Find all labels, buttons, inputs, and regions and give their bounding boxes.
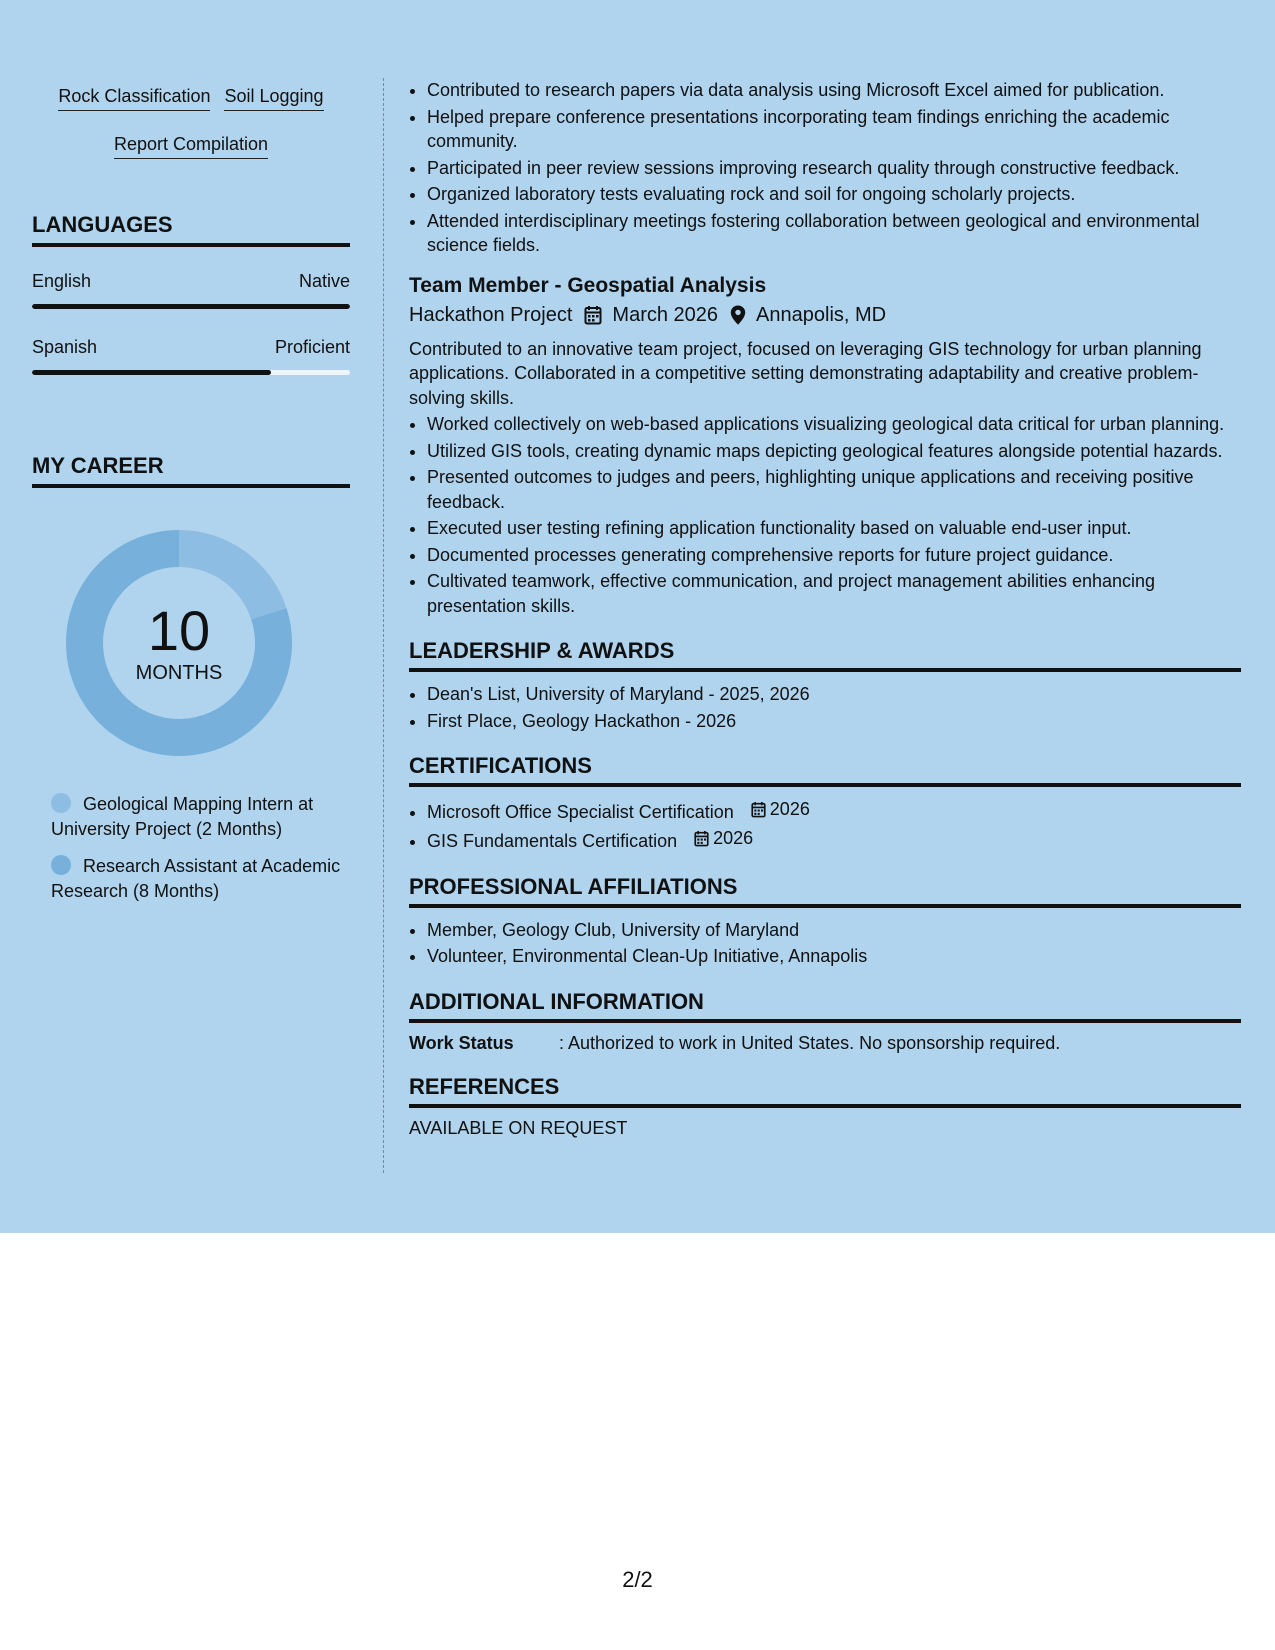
list-item: • Executed user testing refining application functionality based on valuable end-user input. — [427, 516, 1241, 541]
language-bar — [32, 304, 350, 309]
skill-tag: Soil Logging — [224, 84, 323, 111]
cert-name: GIS Fundamentals Certification — [427, 831, 678, 851]
career-legend — [51, 792, 350, 904]
language-name: Spanish — [32, 337, 98, 357]
previous-job-bullets — [409, 78, 1241, 258]
list-item: • First Place, Geology Hackathon - 2026 — [427, 709, 1241, 734]
list-item: • Member, Geology Club, University of Maryland — [427, 918, 1241, 943]
affiliations-list — [409, 918, 1241, 969]
language-level: Native — [298, 271, 350, 291]
job-date: March 2026 — [612, 303, 719, 326]
calendar-icon — [584, 305, 602, 325]
additional-section — [409, 989, 1241, 1054]
cert-name: Microsoft Office Specialist Certification — [427, 801, 734, 822]
legend-dot — [51, 855, 71, 875]
list-item: • Presented outcomes to judges and peers, highlighting unique applications and receiving positive feedback. — [427, 465, 1241, 514]
skill-tag: Rock Classification — [58, 84, 210, 111]
job-entry — [409, 274, 1241, 619]
list-item: • Participated in peer review sessions improving research quality through constructive feedback. — [427, 156, 1241, 181]
list-item: • Attended interdisciplinary meetings fostering collaboration between geological and environmental science fields. — [427, 209, 1241, 258]
list-item — [427, 797, 1241, 824]
legend-item — [51, 854, 350, 904]
list-item: • Cultivated teamwork, effective communication, and project management abilities enhancing presentation skills. — [427, 569, 1241, 618]
certifications-list — [409, 797, 1241, 854]
career-title: MY CAREER — [32, 453, 350, 488]
languages-title: LANGUAGES — [32, 212, 350, 247]
language-row — [32, 337, 350, 358]
list-item: • Worked collectively on web-based applications visualizing geological data critical for urban planning. — [427, 412, 1241, 437]
career-unit: MONTHS — [135, 661, 223, 684]
work-status-value: : Authorized to work in United States. No sponsorship required. — [559, 1032, 1061, 1053]
list-item: • Contributed to research papers via data analysis using Microsoft Excel aimed for publication. — [427, 78, 1241, 103]
references-section — [409, 1074, 1241, 1139]
job-org: Hackathon Project — [409, 303, 573, 326]
language-bar-fill — [32, 370, 271, 375]
list-item: • Helped prepare conference presentations incorporating team findings enriching the academic community. — [427, 105, 1241, 154]
additional-title: ADDITIONAL INFORMATION — [409, 989, 1241, 1023]
map-pin-icon — [730, 305, 746, 325]
work-status-row — [409, 1033, 1241, 1054]
language-level: Proficient — [274, 337, 350, 357]
list-item: • Documented processes generating comprehensive reports for future project guidance. — [427, 543, 1241, 568]
cert-year — [694, 826, 753, 851]
donut-center — [66, 530, 292, 756]
skill-tag: Report Compilation — [114, 132, 268, 159]
legend-dot — [51, 793, 71, 813]
calendar-icon — [751, 801, 766, 818]
page-number: 2/2 — [622, 1567, 653, 1592]
job-bullets — [409, 412, 1241, 618]
cert-year-text: 2026 — [713, 828, 754, 849]
references-text: AVAILABLE ON REQUEST — [409, 1117, 628, 1138]
calendar-icon — [694, 830, 709, 847]
job-description: Contributed to an innovative team project, focused on leveraging GIS technology for urban planning applications. Collaborated in a competitive setting demonstrating adaptability and creative problem-solving skills. — [409, 338, 1202, 408]
affiliations-title: PROFESSIONAL AFFILIATIONS — [409, 874, 1241, 908]
list-item: • Dean's List, University of Maryland - 2025, 2026 — [427, 682, 1241, 707]
career-total: 10 — [147, 598, 211, 662]
leadership-title: LEADERSHIP & AWARDS — [409, 638, 1241, 672]
column-divider — [383, 78, 384, 1173]
legend-item — [51, 792, 350, 842]
language-bar — [32, 370, 350, 375]
left-column — [32, 78, 350, 916]
legend-label: Research Assistant at Academic Research (8 Months) — [51, 856, 341, 901]
legend-label: Geological Mapping Intern at University Project (2 Months) — [51, 794, 314, 839]
list-item — [427, 826, 1241, 853]
language-row — [32, 271, 350, 292]
job-meta — [409, 304, 1241, 327]
certifications-section — [409, 753, 1241, 854]
cert-year — [751, 797, 810, 822]
language-bar-fill — [32, 304, 350, 309]
certifications-title: CERTIFICATIONS — [409, 753, 1241, 787]
leadership-section — [409, 638, 1241, 733]
right-column — [409, 78, 1241, 1139]
career-section — [32, 453, 350, 904]
list-item: • Volunteer, Environmental Clean-Up Initiative, Annapolis — [427, 944, 1241, 969]
job-title: Team Member - Geospatial Analysis — [409, 273, 767, 297]
language-name: English — [32, 271, 92, 291]
list-item: • Organized laboratory tests evaluating rock and soil for ongoing scholarly projects. — [427, 182, 1241, 207]
affiliations-section — [409, 874, 1241, 969]
work-status-label: Work Status — [409, 1032, 514, 1053]
job-location: Annapolis, MD — [756, 303, 887, 326]
career-donut — [66, 530, 292, 756]
leadership-list — [409, 682, 1241, 733]
list-item: • Utilized GIS tools, creating dynamic maps depicting geological features alongside potential hazards. — [427, 439, 1241, 464]
languages-section — [32, 212, 350, 375]
cert-year-text: 2026 — [769, 799, 810, 819]
references-title: REFERENCES — [409, 1074, 1241, 1108]
skills-list — [32, 78, 350, 174]
